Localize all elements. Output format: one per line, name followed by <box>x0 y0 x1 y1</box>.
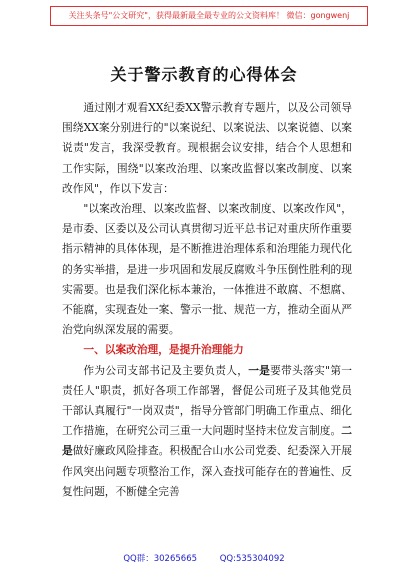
section-heading: 一、以案改治理，是提升治理能力 <box>83 343 244 357</box>
paragraph-section-one <box>62 361 352 502</box>
footer-contacts <box>0 552 408 564</box>
footer-qq-group: QQ群：30265665 <box>123 554 198 564</box>
paragraph-text: 要带头落实"第一责任人"职责，抓好各项工作部署，督促公司班子及其他党员干部认真履行"一岗双责"，指导分管部门明确工作重点、细化工作措施，在研究公司三重一大问题时坚持末位发言制度。 <box>62 363 352 438</box>
header-banner: 关注头条号"公文研究"，获得最新最全最专业的公文资料库！ 微信：gongwenj <box>50 6 368 26</box>
paragraph-text: 作为公司支部书记及主要负责人， <box>83 363 249 377</box>
document-title: 关于警示教育的心得体会 <box>110 65 298 84</box>
paragraph-significance: "以案改治理、以案改监督、以案改制度、以案改作风"，是市委、区委以及公司认真贯彻习近平总书记对重庆所作重要指示精神的具体体现，是不断推进治理体系和治理能力现代化的务实举措，是进一步巩固和发展反腐败斗争压倒性胜利的现实需要。也是我们深化标本兼治，一体推进不敢腐、不想腐、不能腐，实现查处一案、警示一批、规范一方，推动全面从严治党向纵深发展的需要。 <box>62 202 352 337</box>
document-body <box>62 98 352 502</box>
bold-marker: 一是 <box>248 363 271 377</box>
paragraph-intro: 通过刚才观看XX纪委XX警示教育专题片，以及公司领导围绕XX案分别进行的"以案说纪、以案说法、以案说德、以案说责"发言，我深受教育。现根据会议安排，结合个人思想和工作实际，围绕"以案改治理、以案改监督以案改制度、以案改作风"，作以下发言： <box>62 101 352 195</box>
footer-qq: QQ:535304092 <box>219 554 285 564</box>
bold-marker: 二是 <box>62 424 352 458</box>
paragraph-text: 做好廉政风险排查。积极配合山水公司党委、纪委深入开展作风突出问题专项整治工作，深入查找可能存在的普遍性、反复性问题，不断健全完善 <box>62 444 352 498</box>
